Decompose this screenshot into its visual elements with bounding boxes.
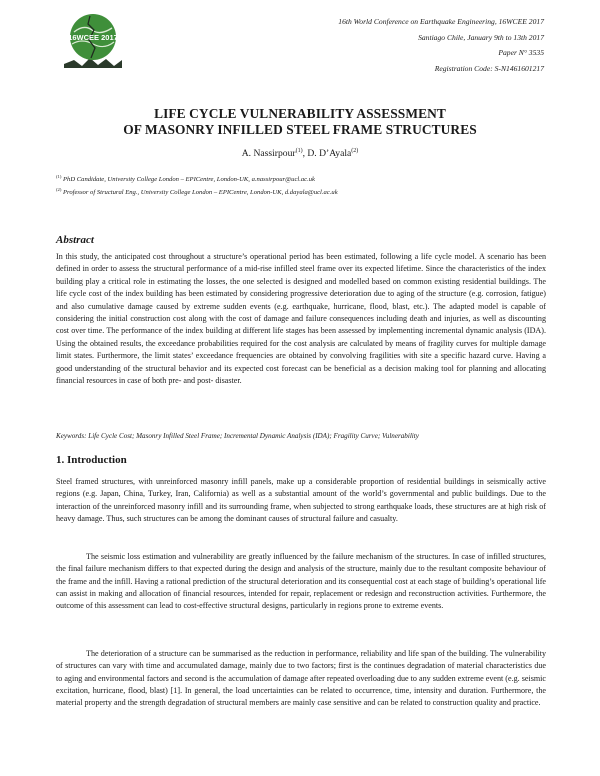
paper-number: Paper N° 3535: [498, 48, 544, 57]
introduction-heading: 1. Introduction: [56, 454, 127, 466]
logo-globe-icon: [60, 10, 126, 70]
author-separator: ,: [302, 148, 308, 160]
conference-logo: [60, 10, 126, 70]
conference-location: Santiago Chile, January 9th to 13th 2017: [418, 32, 544, 42]
title-line-2: OF MASONRY INFILLED STEEL FRAME STRUCTURES: [123, 121, 477, 137]
affiliation-1-mark: (1): [56, 174, 62, 179]
author-2-mark: (2): [351, 148, 359, 154]
affiliation-2: [56, 185, 546, 198]
registration-code: Registration Code: S-N1461601217: [434, 63, 544, 73]
affiliations: [56, 172, 546, 198]
svg-text:16WCEE 2017: 16WCEE 2017: [68, 33, 118, 42]
intro-paragraph-2: The seismic loss estimation and vulnerability are greatly influenced by the failure mechanism of the structures. In case of infilled structures, the final failure mechanism differs to that expected during the design and analysis of the structure, mainly due to the resultant composite behaviour of the frame and the infill. Having a rational prediction of the structural deterioration and its consequential cost at each stage of building’s operational life can assist in making and allocation of financial resources, intended for repair, replacement or redesign and reconstruction activities. Furthermore, the outcome of this assessment can lead to cost-effective structural designs, particularly in regions prone to extreme events.: [56, 552, 546, 611]
keywords: Keywords: Life Cycle Cost; Masonry Infilled Steel Frame; Incremental Dynamic Analysis (IDA); Fragility Curve; Vulnerability: [56, 432, 419, 440]
author-1-mark: (1): [295, 148, 303, 154]
conference-name: 16th World Conference on Earthquake Engineering, 16WCEE 2017: [338, 17, 544, 26]
abstract-heading: Abstract: [56, 234, 94, 246]
affiliation-2-text: Professor of Structural Eng., University College London – EPICentre, London-UK, d.dayala@ucl.ac.uk: [61, 189, 338, 197]
affiliation-1: [56, 172, 546, 185]
author-2: D. D’Ayala: [307, 148, 352, 160]
author-line: [60, 148, 540, 159]
intro-paragraph-1: Steel framed structures, with unreinforced masonry infill panels, make up a considerable proportion of residential buildings in seismically active regions (e.g. Japan, China, Turkey, Iran, California) as well as a substantial amount of the world’s governmental and public buildings. Due to the interaction of the unreinforced masonry infill and its surrounding frame, when subjected to strong earthquake loads, these structures are at high risk of heavy damage. Thus, such structures can be among the dominant causes of structural failure and casualty.: [56, 477, 546, 523]
affiliation-1-text: PhD Candidate, University College London – EPICentre, London-UK, a.nassirpour@ucl.ac.uk: [61, 176, 315, 184]
affiliation-2-mark: (2): [56, 187, 62, 193]
intro-paragraph-3: The deterioration of a structure can be summarised as the reduction in performance, reliability and life span of the building. The vulnerability of structures can vary with time and accumulated damage, mainly due to two factors; first is the continues degradation of material characteristics due to aging and environmental factors and second is the accumulation of damage after repeated overloading due to any sudden extreme event (e.g. seismic excitation, hurricane, flood, blast) [1]. In general, the load uncertainties can be related to occurrence, time, intensity and duration. Furthermore, the material property and the strength degradation of structural members are mainly case sensitive and can be related to construction quality and practice.: [56, 649, 546, 708]
abstract-text: In this study, the anticipated cost throughout a structure’s operational period has been estimated, following a life cycle model. A scenario has been defined in order to assess the structural performance of a mid-rise infilled steel frame over its expected lifetime. Since the characteristics of the index building play a critical role in estimating the losses, the one selected is designed and modelled based on common existing residential buildings. The life cycle cost of the index building has been estimated by considering progressive deterioration due to aging of the structure (e.g. corrosion, fatigue) and also cumulative damage caused by extreme sudden events (e.g. earthquake, hurricane, flood, blast, etc.). The adapted model is capable of considering the initial construction cost along with the cost of damage and failure consequences including death and injuries, as well as discounting cost over time. The performance of the index building at different life stages has been assessed by implementing incremental dynamic analysis (IDA). Using the obtained results, the exceedance probabilities required for the cost analysis are calculated by means of fragility curves for multiple damage limit states. Furthermore, the limit states’ exceedance frequencies are obtained by convolving fragilities with site a specific hazard curve. Having a good understanding of the structural behavior and its expected cost forecast can be beneficial as a decision making tool for planning and allocating financial resources in case of both pre- and post- disaster.: [56, 252, 546, 386]
paper-title: [60, 106, 540, 137]
title-line-1: LIFE CYCLE VULNERABILITY ASSESSMENT: [154, 106, 446, 121]
author-1: A. Nassirpour: [241, 148, 296, 160]
conference-info: [214, 14, 544, 76]
